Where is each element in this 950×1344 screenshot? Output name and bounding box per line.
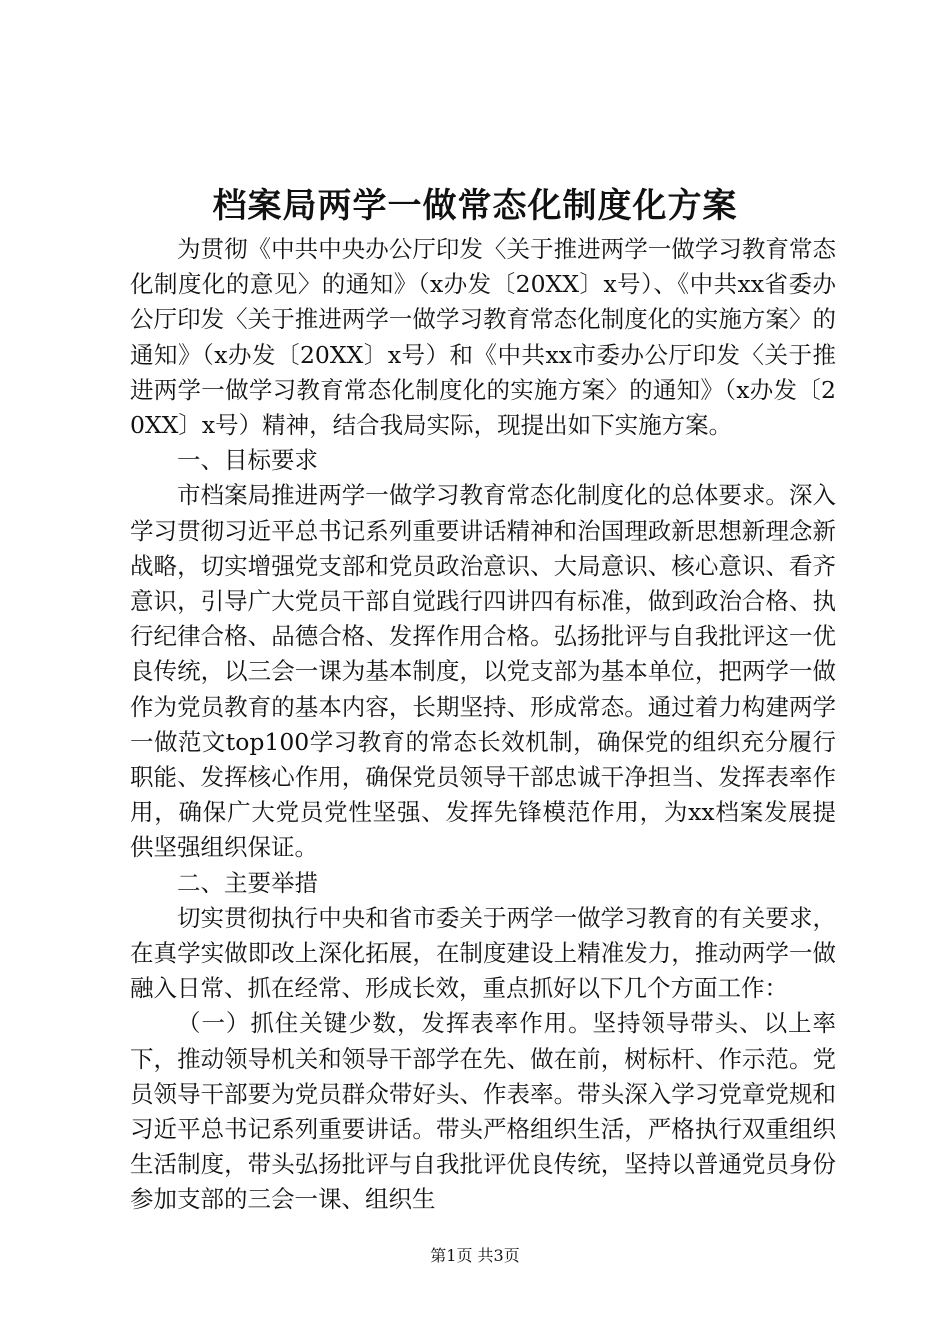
paragraph-measures-intro: 切实贯彻执行中央和省市委关于两学一做学习教育的有关要求，在真学实做即改上深化拓展，在制度建设上精准发力，推动两学一做融入日常、抓在经常、形成长效，重点抓好以下几个方面工作： [130,903,836,1003]
document-title: 档案局两学一做常态化制度化方案 [212,186,738,226]
section-heading-goals: 一、目标要求 [177,446,318,475]
paragraph-measure-one: （一）抓住关键少数，发挥表率作用。坚持领导带头、以上率下，推动领导机关和领导干部学在先、做在前，树标杆、作示范。党员领导干部要为党员群众带好头、作表率。带头深入学习党章党规和习近平总书记系列重要讲话。带头严格组织生活，严格执行双重组织生活制度，带头弘扬批评与自我批评优良传统，坚持以普通党员身份参加支部的三会一课、组织生 [130,1009,836,1214]
document-body [130,232,836,1218]
paragraph-intro: 为贯彻《中共中央办公厅印发〈关于推进两学一做学习教育常态化制度化的意见〉的通知》（x办发〔20XX〕x号）、《中共xx省委办公厅印发〈关于推进两学一做学习教育常态化制度化的实施方案〉的通知》（x办发〔20XX〕x号）和《中共xx市委办公厅印发〈关于推进两学一做学习教育常态化制度化的实施方案〉的通知》（x办发〔20XX〕x号）精神，结合我局实际，现提出如下实施方案。 [130,235,836,440]
paragraph-goals: 市档案局推进两学一做学习教育常态化制度化的总体要求。深入学习贯彻习近平总书记系列重要讲话精神和治国理政新思想新理念新战略，切实增强党支部和党员政治意识、大局意识、核心意识、看齐意识，引导广大党员干部自觉践行四讲四有标准，做到政治合格、执行纪律合格、品德合格、发挥作用合格。弘扬批评与自我批评这一优良传统，以三会一课为基本制度，以党支部为基本单位，把两学一做作为党员教育的基本内容，长期坚持、形成常态。通过着力构建两学一做范文top100学习教育的常态长效机制，确保党的组织充分履行职能、发挥核心作用，确保党员领导干部忠诚干净担当、发挥表率作用，确保广大党员党性坚强、发挥先锋模范作用，为xx档案发展提供坚强组织保证。 [130,481,836,862]
page-footer: 第1页 共3页 [430,1246,520,1265]
section-heading-measures: 二、主要举措 [177,868,318,897]
